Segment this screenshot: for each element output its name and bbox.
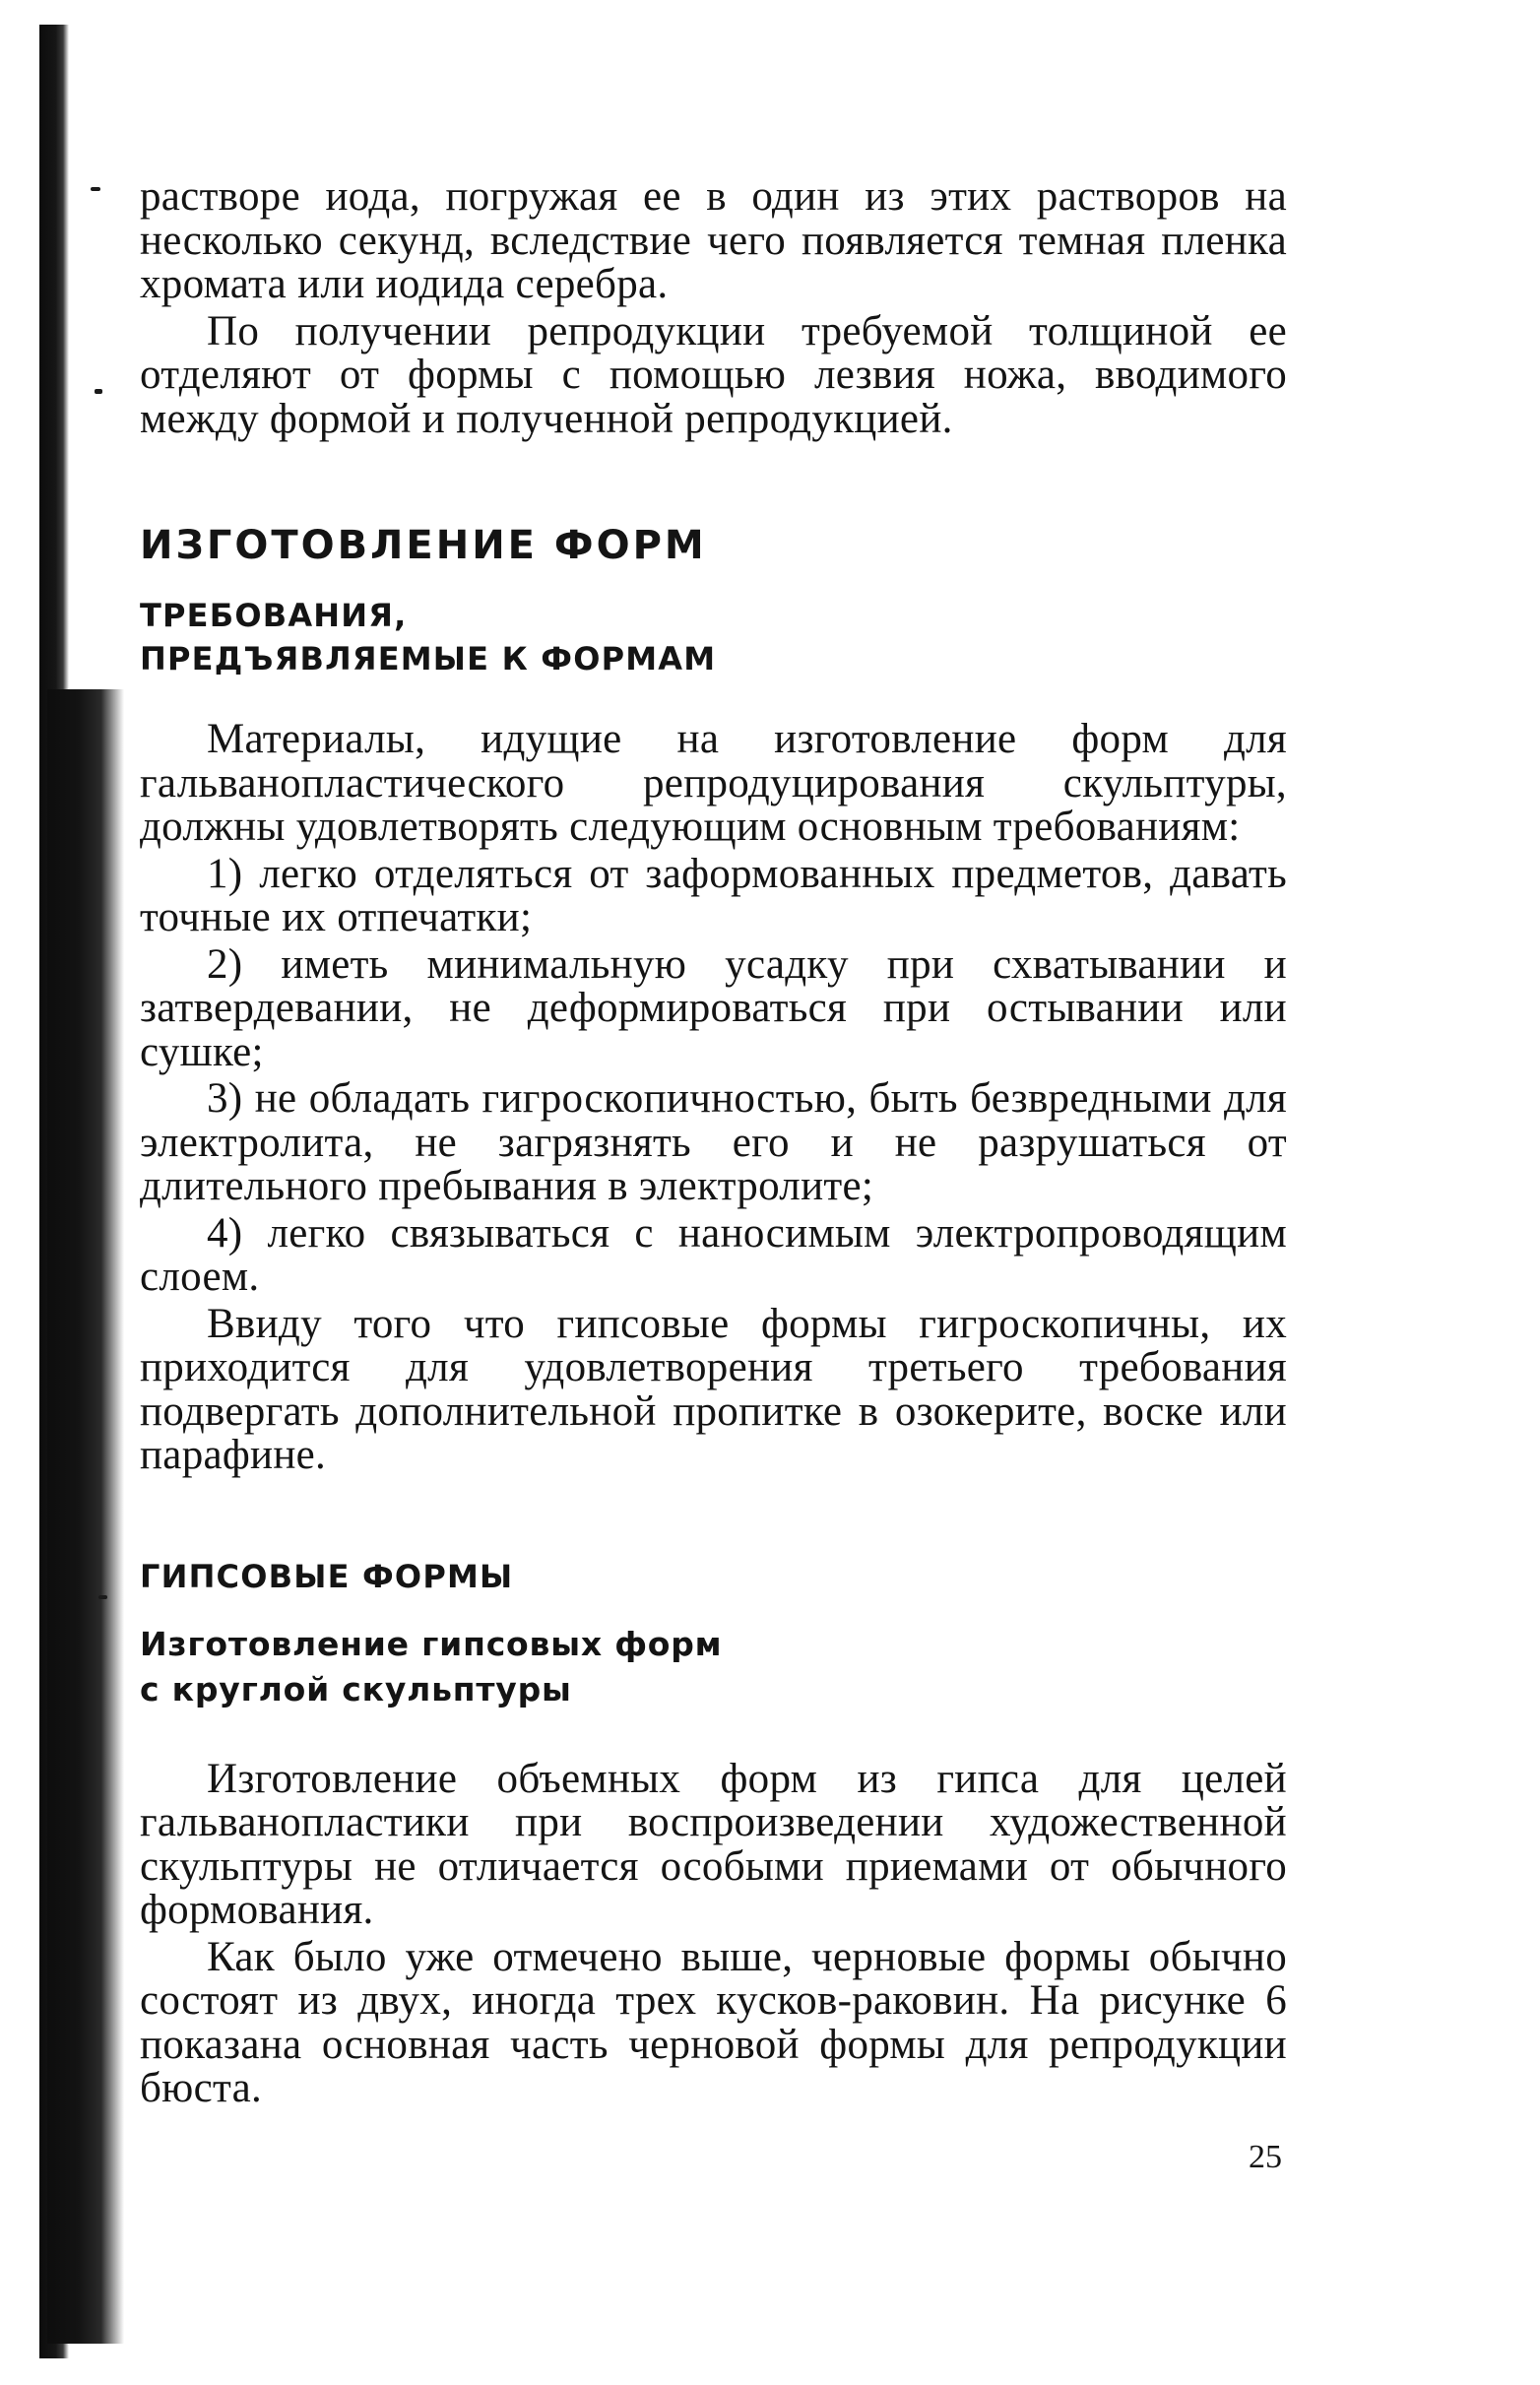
- requirement-item: 4) легко связываться с наносимым электропроводящим слоем.: [140, 1209, 1287, 1300]
- gypsum-subtitle: [140, 1622, 1287, 1712]
- page-body: [140, 175, 1287, 2111]
- subsection-title: [140, 594, 1287, 680]
- binding-speck: [98, 1595, 107, 1599]
- gypsum-paragraph-2: Как было уже отмечено выше, черновые формы обычно состоят из двух, иногда трех кусков-раковин. На рисунке 6 показана основная часть черновой формы для репродукции бюста.: [140, 1933, 1287, 2111]
- gypsum-subtitle-line1: Изготовление гипсовых форм: [140, 1624, 723, 1663]
- subsection-title-line2: ПРЕДЪЯВЛЯЕМЫЕ К ФОРМАМ: [140, 640, 717, 677]
- requirement-item: 3) не обладать гигроскопичностью, быть безвредными для электролита, не загрязнять его и не разрушаться от длительного пребывания в электролите;: [140, 1075, 1287, 1209]
- section-title: ИЗГОТОВЛЕНИЕ ФОРМ: [140, 523, 707, 568]
- gypsum-title: ГИПСОВЫЕ ФОРМЫ: [140, 1557, 514, 1595]
- intro-paragraph-2: По получении репродукции требуемой толщиной ее отделяют от формы с помощью лезвия ножа, вводимого между формой и полученной репродукцией.: [140, 307, 1287, 442]
- gypsum-paragraph-1: Изготовление объемных форм из гипса для целей гальванопластики при воспроизведении художественной скульптуры не отличается особыми приемами от обычного формования.: [140, 1755, 1287, 1933]
- binding-speck: [91, 187, 100, 191]
- gypsum-subtitle-line2: с круглой скульптуры: [140, 1669, 572, 1708]
- binding-shadow: [47, 689, 124, 2344]
- requirement-item: 2) иметь минимальную усадку при схватывании и затвердевании, не деформироваться при остывании или сушке;: [140, 940, 1287, 1075]
- binding-speck: [95, 389, 102, 394]
- intro-paragraph-1: растворе иода, погружая ее в один из этих растворов на несколько секунд, вследствие чего появляется темная пленка хромата или иодида серебра.: [140, 173, 1287, 307]
- requirements-note: Ввиду того что гипсовые формы гигроскопичны, их приходится для удовлетворения третьего требования подвергать дополнительной пропитке в озокерите, воске или парафине.: [140, 1300, 1287, 1478]
- requirements-intro: Материалы, идущие на изготовление форм для гальванопластического репродуцирования скульптуры, должны удовлетворять следующим основным требованиям:: [140, 716, 1287, 850]
- requirement-item: 1) легко отделяться от заформованных предметов, давать точные их отпечатки;: [140, 850, 1287, 940]
- subsection-title-line1: ТРЕБОВАНИЯ,: [140, 597, 408, 634]
- page-number: 25: [1249, 2139, 1282, 2175]
